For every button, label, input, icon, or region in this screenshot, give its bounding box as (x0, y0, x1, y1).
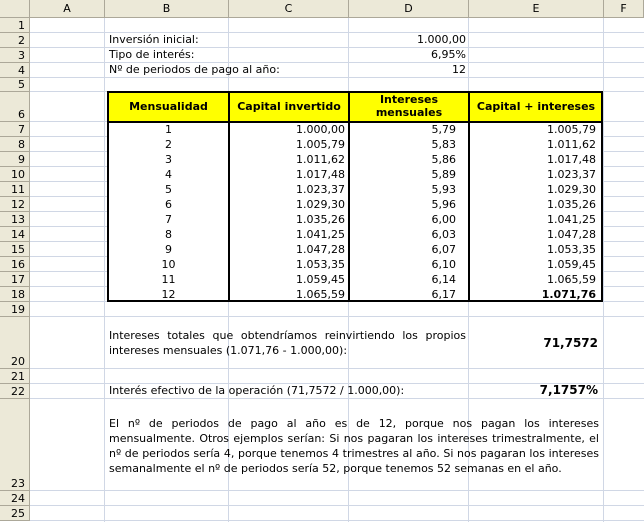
table-cell[interactable]: 9 (165, 243, 172, 256)
table-cell[interactable]: 6,00 (431, 213, 456, 226)
table-cell[interactable]: 1.041,25 (547, 213, 596, 226)
corner-select-all[interactable] (0, 0, 30, 18)
row-header-21[interactable]: 21 (0, 369, 30, 384)
table-cell[interactable]: 1.053,35 (296, 258, 345, 271)
column-header-d[interactable]: D (349, 0, 469, 18)
row-header-9[interactable]: 9 (0, 152, 30, 167)
row-header-25[interactable]: 25 (0, 506, 30, 521)
column-header-f[interactable]: F (604, 0, 644, 18)
table-cell[interactable]: 1.000,00 (296, 123, 345, 136)
header-intereses-mensuales: Intereses mensuales (375, 93, 443, 119)
header-capital-invertido: Capital invertido (237, 100, 341, 113)
table-cell[interactable]: 1.035,26 (296, 213, 345, 226)
table-cell[interactable]: 1.023,37 (296, 183, 345, 196)
table-cell[interactable]: 1.041,25 (296, 228, 345, 241)
row-header-19[interactable]: 19 (0, 302, 30, 317)
interes-label: Tipo de interés: (109, 48, 195, 61)
table-cell[interactable]: 1.035,26 (547, 198, 596, 211)
table-cell[interactable]: 10 (161, 258, 176, 271)
gridline (30, 490, 644, 491)
gridline (30, 398, 644, 399)
periodos-label: Nº de periodos de pago al año: (109, 63, 280, 76)
table-cell[interactable]: 1.071,76 (541, 288, 596, 301)
table-cell[interactable]: 7 (165, 213, 172, 226)
table-cell[interactable]: 5,89 (431, 168, 456, 181)
row-header-17[interactable]: 17 (0, 272, 30, 287)
table-cell[interactable]: 5,86 (431, 153, 456, 166)
table-cell[interactable]: 6,07 (431, 243, 456, 256)
explanatory-note: El nº de periodos de pago al año es de 12, porque nos pagan los intereses mensualmente. Otros ejemplos serían: Si nos pagaran los intereses trimestralmente, el nº de periodos sería 4, porque tenemos 4 trimestres al año. Si nos pagaran los intereses semanalmente el nº de periodos sería 52, porque tenemos 52 semanas en el año. (109, 417, 599, 475)
table-cell[interactable]: 1.011,62 (296, 153, 345, 166)
header-capital-intereses: Capital + intereses (476, 100, 596, 113)
table-cell[interactable]: 1 (165, 123, 172, 136)
inversion-label: Inversión inicial: (109, 33, 199, 46)
table-cell[interactable]: 5 (165, 183, 172, 196)
table-cell[interactable]: 8 (165, 228, 172, 241)
gridline (30, 77, 644, 78)
table-cell[interactable]: 12 (161, 288, 176, 301)
table-cell[interactable]: 5,96 (431, 198, 456, 211)
table-cell[interactable]: 6,10 (431, 258, 456, 271)
table-cell[interactable]: 6 (165, 198, 172, 211)
row-header-12[interactable]: 12 (0, 197, 30, 212)
table-cell[interactable]: 1.059,45 (547, 258, 596, 271)
gridline (30, 316, 644, 317)
table-cell[interactable]: 1.005,79 (547, 123, 596, 136)
table-cell[interactable]: 3 (165, 153, 172, 166)
intereses-totales-text: Intereses totales que obtendríamos reinvirtiendo los propios intereses mensuales (1.071,76 - 1.000,00): (109, 329, 466, 357)
row-header-15[interactable]: 15 (0, 242, 30, 257)
table-cell[interactable]: 1.065,59 (547, 273, 596, 286)
row-header-4[interactable]: 4 (0, 63, 30, 78)
table-cell[interactable]: 6,14 (431, 273, 456, 286)
column-header-b[interactable]: B (105, 0, 229, 18)
table-cell[interactable]: 1.011,62 (547, 138, 596, 151)
row-header-20[interactable]: 20 (0, 317, 30, 369)
row-header-23[interactable]: 23 (0, 399, 30, 491)
table-cell[interactable]: 4 (165, 168, 172, 181)
table-cell[interactable]: 1.047,28 (547, 228, 596, 241)
row-header-1[interactable]: 1 (0, 18, 30, 33)
table-cell[interactable]: 5,93 (431, 183, 456, 196)
table-cell[interactable]: 6,03 (431, 228, 456, 241)
interes-efectivo-value[interactable]: 7,1757% (539, 383, 598, 397)
table-cell[interactable]: 5,83 (431, 138, 456, 151)
row-header-10[interactable]: 10 (0, 167, 30, 182)
table-cell[interactable]: 2 (165, 138, 172, 151)
column-header-e[interactable]: E (469, 0, 604, 18)
header-mensualidad: Mensualidad (129, 100, 208, 113)
table-cell[interactable]: 1.053,35 (547, 243, 596, 256)
row-header-22[interactable]: 22 (0, 384, 30, 399)
table-cell[interactable]: 1.029,30 (547, 183, 596, 196)
table-cell[interactable]: 1.017,48 (296, 168, 345, 181)
interes-efectivo-text: Interés efectivo de la operación (71,7572 / 1.000,00): (109, 384, 405, 397)
row-header-11[interactable]: 11 (0, 182, 30, 197)
interes-value[interactable]: 6,95% (431, 48, 466, 61)
row-header-18[interactable]: 18 (0, 287, 30, 302)
table-cell[interactable]: 1.047,28 (296, 243, 345, 256)
row-header-13[interactable]: 13 (0, 212, 30, 227)
row-header-8[interactable]: 8 (0, 137, 30, 152)
column-header-c[interactable]: C (229, 0, 349, 18)
row-header-16[interactable]: 16 (0, 257, 30, 272)
gridline (603, 18, 604, 522)
gridline (30, 368, 644, 369)
intereses-totales-value[interactable]: 71,7572 (543, 336, 598, 350)
inversion-value[interactable]: 1.000,00 (417, 33, 466, 46)
gridline (30, 505, 644, 506)
row-header-24[interactable]: 24 (0, 491, 30, 506)
table-cell[interactable]: 6,17 (431, 288, 456, 301)
gridline (104, 18, 105, 522)
table-cell[interactable]: 1.017,48 (547, 153, 596, 166)
table-cell[interactable]: 1.059,45 (296, 273, 345, 286)
table-cell[interactable]: 1.023,37 (547, 168, 596, 181)
row-header-7[interactable]: 7 (0, 122, 30, 137)
table-cell[interactable]: 1.005,79 (296, 138, 345, 151)
periodos-value[interactable]: 12 (452, 63, 466, 76)
column-header-a[interactable]: A (30, 0, 105, 18)
table-cell[interactable]: 5,79 (431, 123, 456, 136)
row-header-3[interactable]: 3 (0, 48, 30, 63)
table-cell[interactable]: 1.029,30 (296, 198, 345, 211)
row-header-6[interactable]: 6 (0, 92, 30, 122)
table-cell[interactable]: 11 (161, 273, 176, 286)
row-header-2[interactable]: 2 (0, 33, 30, 48)
row-header-14[interactable]: 14 (0, 227, 30, 242)
gridline (30, 520, 644, 521)
table-cell[interactable]: 1.065,59 (296, 288, 345, 301)
row-header-5[interactable]: 5 (0, 78, 30, 92)
